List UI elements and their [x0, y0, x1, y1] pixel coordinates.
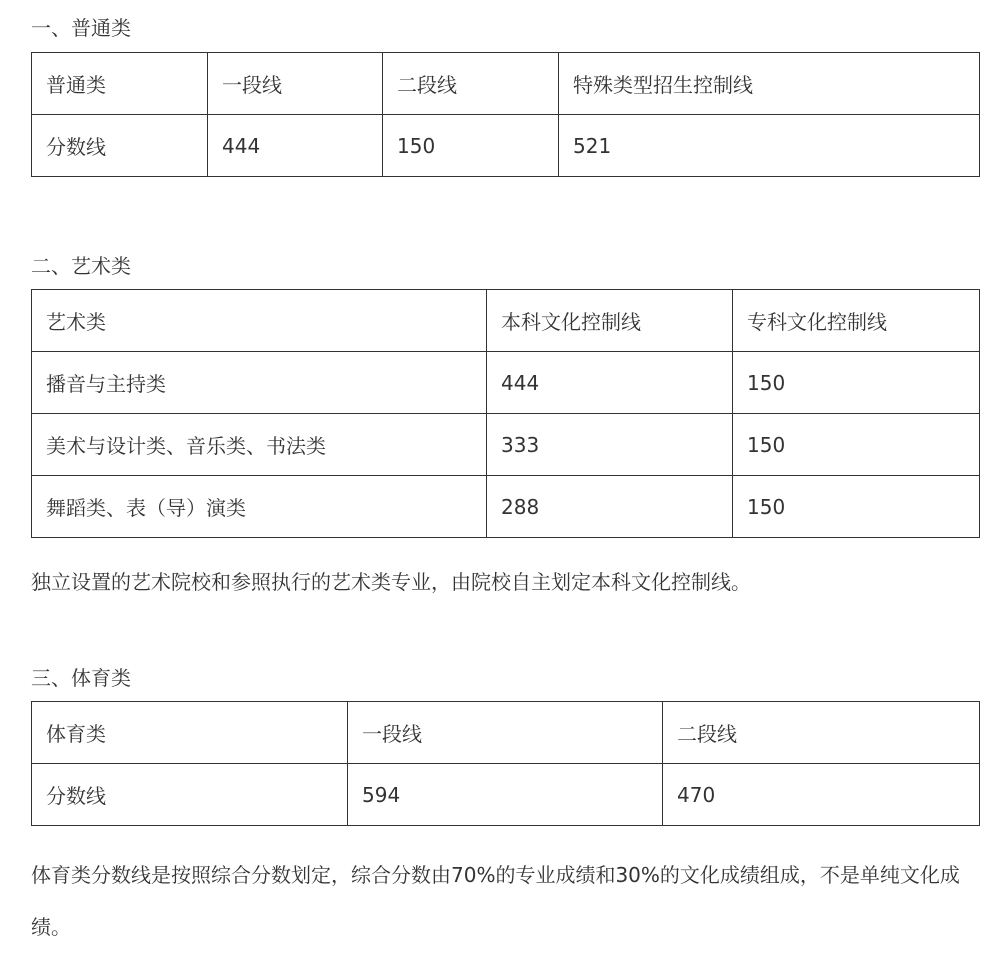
table-header-cell: 二段线	[663, 702, 980, 764]
table-cell: 舞蹈类、表（导）演类	[32, 476, 487, 538]
table-header-cell: 一段线	[348, 702, 663, 764]
table-cell: 444	[487, 352, 733, 414]
table-cell: 288	[487, 476, 733, 538]
table-cell: 150	[383, 115, 559, 177]
table-header-row	[32, 290, 980, 352]
table-header-cell: 本科文化控制线	[487, 290, 733, 352]
table-row	[32, 352, 980, 414]
sports-score-table	[31, 701, 980, 826]
art-note: 独立设置的艺术院校和参照执行的艺术类专业，由院校自主划定本科文化控制线。	[31, 570, 751, 594]
table-cell: 521	[559, 115, 980, 177]
table-header-row	[32, 53, 980, 115]
table-cell: 150	[733, 352, 980, 414]
table-cell: 470	[663, 764, 980, 826]
table-row	[32, 764, 980, 826]
table-cell: 分数线	[32, 764, 348, 826]
table-header-cell: 体育类	[32, 702, 348, 764]
table-header-cell: 普通类	[32, 53, 208, 115]
table-header-row	[32, 702, 980, 764]
table-header-cell: 专科文化控制线	[733, 290, 980, 352]
table-cell: 美术与设计类、音乐类、书法类	[32, 414, 487, 476]
table-cell: 150	[733, 476, 980, 538]
art-score-table	[31, 289, 980, 538]
section-heading-art: 二、艺术类	[31, 254, 131, 278]
table-row	[32, 476, 980, 538]
table-row	[32, 414, 980, 476]
table-row	[32, 115, 980, 177]
table-cell: 444	[208, 115, 383, 177]
section-heading-sports: 三、体育类	[31, 666, 131, 690]
table-header-cell: 艺术类	[32, 290, 487, 352]
general-score-table	[31, 52, 980, 177]
table-cell: 分数线	[32, 115, 208, 177]
table-header-cell: 特殊类型招生控制线	[559, 53, 980, 115]
table-cell: 播音与主持类	[32, 352, 487, 414]
table-header-cell: 一段线	[208, 53, 383, 115]
sports-note: 体育类分数线是按照综合分数划定，综合分数由70%的专业成绩和30%的文化成绩组成，不是单纯文化成绩。	[31, 863, 960, 939]
section-heading-general: 一、普通类	[31, 16, 131, 40]
table-header-cell: 二段线	[383, 53, 559, 115]
table-cell: 333	[487, 414, 733, 476]
table-cell: 150	[733, 414, 980, 476]
table-cell: 594	[348, 764, 663, 826]
